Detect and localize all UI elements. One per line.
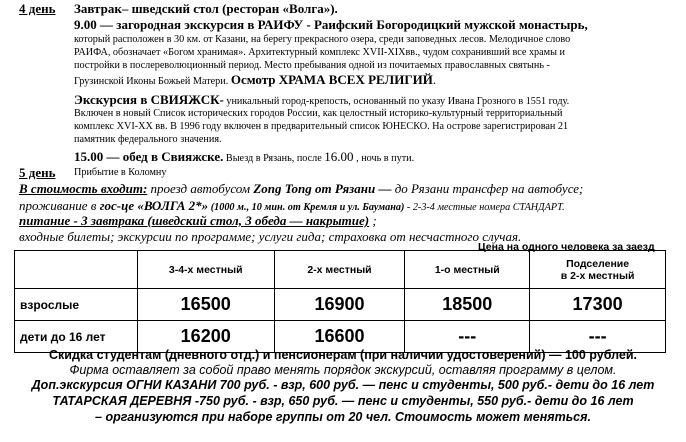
text-line: Включен в новый Список исторических городов России, как целостный историко-культурный территориальный [74, 108, 563, 119]
included-hotel-rooms: - 2-3-4 местные номера СТАНДАРТ. [404, 202, 565, 213]
price-cell: 16200 [137, 321, 274, 353]
header-cell-sharing [530, 251, 666, 289]
price-cell: 16900 [274, 289, 405, 321]
extra-excursion-1: Доп.экскурсия ОГНИ КАЗАНИ 700 руб. - взр, 600 руб. — пенс и студенты, 500 руб.- дети до 16 лет [31, 378, 655, 392]
price-cell: --- [530, 321, 666, 353]
header-cell: 1-о местный [405, 251, 530, 289]
price-cell: 16500 [137, 289, 274, 321]
included-bus-brand: Zong Tong от Рязани — [253, 181, 392, 196]
rights-note: Фирма оставляет за собой право менять порядок экскурсий, оставляя программу в целом. [69, 363, 617, 377]
departure-end: , ночь в пути. [353, 153, 415, 164]
text-line: который расположен в 30 км. от Казани, на берегу прекрасного озера, среди заповедных лесов. Мелодичное слово [74, 34, 571, 45]
header-cell: 3-4-х местный [137, 251, 274, 289]
text-line: памятник федерального значения. [74, 134, 222, 145]
included-bus: проезд автобусом [147, 181, 254, 196]
day4-label: 4 день [19, 1, 56, 16]
header-cell: 2-х местный [274, 251, 405, 289]
included-other: входные билеты; экскурсии по программе; услуги гида; страховка от несчастного случая. [19, 229, 522, 244]
header-sharing-sub: в 2-х местный [560, 269, 635, 282]
price-cell: --- [405, 321, 530, 353]
included-food: питание - 3 завтрака (шведский стол, 3 обеда — накрытие) [19, 213, 370, 228]
excursion-raifa-heading [74, 17, 588, 33]
departure: Выезд в Рязань, после [223, 153, 325, 164]
sviyazhsk-first: уникальный город-крепость, основанный по указу Ивана Грозного в 1551 году. [223, 96, 570, 107]
price-cell: 16600 [274, 321, 405, 353]
lunch-line [74, 148, 414, 166]
included-bus-rest: до Рязани трансфер на автобусе; [391, 181, 584, 196]
extra-excursion-2: ТАТАРСКАЯ ДЕРЕВНЯ -750 руб. - взр, 650 руб. — пенс и студенты, 550 руб.- дети до 16 лет [52, 394, 634, 408]
temple-title: Осмотр ХРАМА ВСЕХ РЕЛИГИЙ [230, 72, 433, 87]
sviyazhsk-text [74, 107, 568, 146]
lunch: 15.00 — обед в Свияжске. [74, 149, 224, 164]
excursion-raifa-text [74, 33, 570, 72]
header-cell-empty [15, 251, 138, 289]
table-header-row [15, 251, 666, 289]
excursion-raifa-title: — загородная экскурсия в РАИФУ - Раифский Богородицкий мужской монастырь, [96, 17, 588, 32]
price-table [14, 250, 666, 353]
header-sharing-top: Подселение [566, 257, 630, 270]
temple-line [74, 71, 436, 89]
sviyazhsk-title: Экскурсия в СВИЯЖСК- [74, 92, 224, 107]
included-food-line [19, 213, 377, 229]
price-caption: Цена на одного человека за заезд [478, 241, 655, 253]
text-line: Грузинской Иконы Божьей Матери. [74, 76, 231, 87]
day5-arrival: Прибытие в Коломну [74, 167, 167, 178]
included-title: В стоимость входит: [19, 181, 148, 196]
temple-end: . [432, 72, 437, 87]
discount-note: Скидка студентам (дневного отд.) и пенсионерам (при наличии удостоверений) — 100 рублей. [48, 348, 638, 362]
price-cell: 17300 [530, 289, 666, 321]
included-hotel-loc: (1000 м., 10 мин. от Кремля и ул. Баумана) [208, 202, 405, 213]
text-line: комплекс XVI-XX вв. В 1996 году включен в предварительный список ЮНЕСКО. На острове зарегистрирован 21 [74, 121, 569, 132]
text-line: РАИФА, обозначает «Богом хранимая». Архитектурный комплекс XVII-XIXвв., чудом сохранивший все храмы и [74, 47, 565, 58]
row-label: взрослые [15, 289, 138, 321]
departure-time: 16.00 [324, 149, 354, 164]
price-cell: 18500 [405, 289, 530, 321]
excursion-raifa-time: 9.00 [74, 17, 97, 32]
text-line: постройки в послереволюционный период. Место пребывания одной из почитаемых православных святынь - [74, 60, 550, 71]
included-bus-line [19, 181, 583, 197]
day4-breakfast: Завтрак– шведский стол (ресторан «Волга»). [74, 1, 338, 16]
included-hotel-name: гос-це «ВОЛГА 2*» [99, 198, 209, 213]
day5-label: 5 день [19, 165, 56, 180]
included-food-end: ; [369, 213, 377, 228]
included-hotel: проживание в [19, 198, 100, 213]
row-label: дети до 16 лет [15, 321, 138, 353]
extra-excursion-note: – организуются при наборе группы от 20 чел. Стоимость может меняться. [95, 410, 591, 424]
table-row [15, 289, 666, 321]
